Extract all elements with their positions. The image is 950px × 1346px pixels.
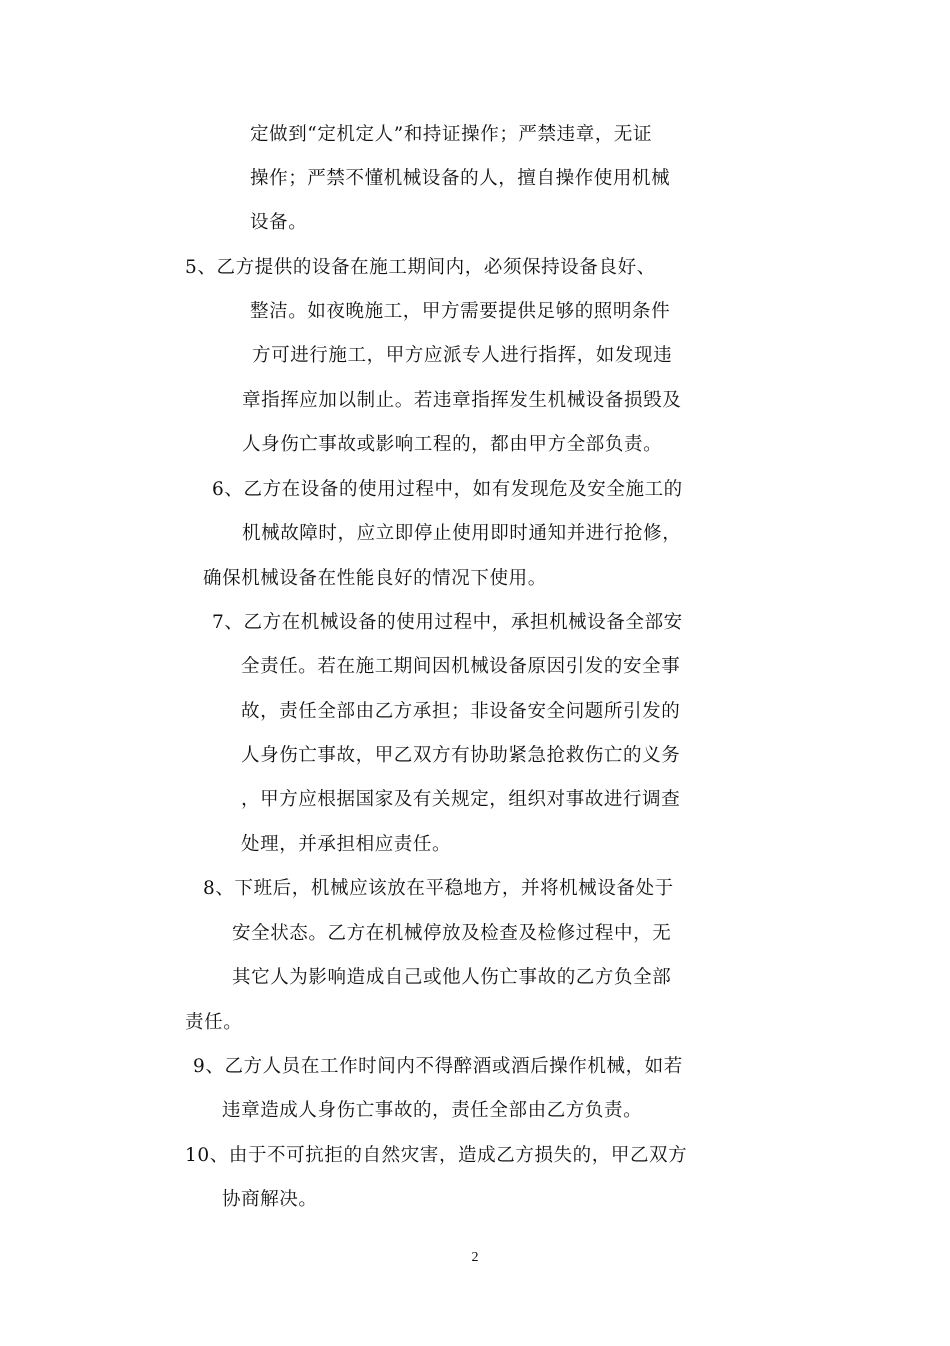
clause-8-line: 8、下班后，机械应该放在平稳地方，并将机械设备处于 <box>203 878 674 899</box>
text-line: 人身伤亡事故，甲乙双方有协助紧急抢救伤亡的义务 <box>241 745 681 766</box>
text-line: 人身伤亡事故或影响工程的，都由甲方全部负责。 <box>242 434 663 455</box>
text-line: 设备。 <box>250 212 308 233</box>
text-line: 章指挥应加以制止。若违章指挥发生机械设备损毁及 <box>242 390 682 411</box>
text-line: 故，责任全部由乙方承担；非设备安全问题所引发的 <box>241 701 681 722</box>
clause-7-line: 7、乙方在机械设备的使用过程中，承担机械设备全部安 <box>212 612 683 633</box>
text-line: 其它人为影响造成自己或他人伤亡事故的乙方负全部 <box>232 967 672 988</box>
text-line: 协商解决。 <box>222 1189 318 1210</box>
text-line: 机械故障时，应立即停止使用即时通知并进行抢修， <box>242 523 682 544</box>
text-line: 处理，并承担相应责任。 <box>241 834 452 855</box>
text-line: 操作；严禁不懂机械设备的人，擅自操作使用机械 <box>250 168 671 189</box>
clause-6-line: 6、乙方在设备的使用过程中，如有发现危及安全施工的 <box>212 479 683 500</box>
text-line: 方可进行施工，甲方应派专人进行指挥，如发现违 <box>252 345 673 366</box>
text-line: 违章造成人身伤亡事故的，责任全部由乙方负责。 <box>222 1100 643 1121</box>
text-line: 整洁。如夜晚施工，甲方需要提供足够的照明条件 <box>250 301 671 322</box>
text-line: 确保机械设备在性能良好的情况下使用。 <box>203 568 547 589</box>
text-line: 全责任。若在施工期间因机械设备原因引发的安全事 <box>241 656 681 677</box>
clause-10-line: 10、由于不可抗拒的自然灾害，造成乙方损失的，甲乙双方 <box>185 1145 688 1166</box>
text-line: 责任。 <box>185 1012 243 1033</box>
text-line: 定做到“定机定人”和持证操作；严禁违章，无证 <box>250 124 653 145</box>
clause-9-line: 9、乙方人员在工作时间内不得醉酒或酒后操作机械，如若 <box>193 1056 683 1077</box>
text-line: ，甲方应根据国家及有关规定，组织对事故进行调查 <box>241 789 681 810</box>
clause-5-line: 5、乙方提供的设备在施工期间内，必须保持设备良好、 <box>185 257 656 278</box>
page-number: 2 <box>471 1250 479 1265</box>
text-line: 安全状态。乙方在机械停放及检查及检修过程中，无 <box>232 923 672 944</box>
